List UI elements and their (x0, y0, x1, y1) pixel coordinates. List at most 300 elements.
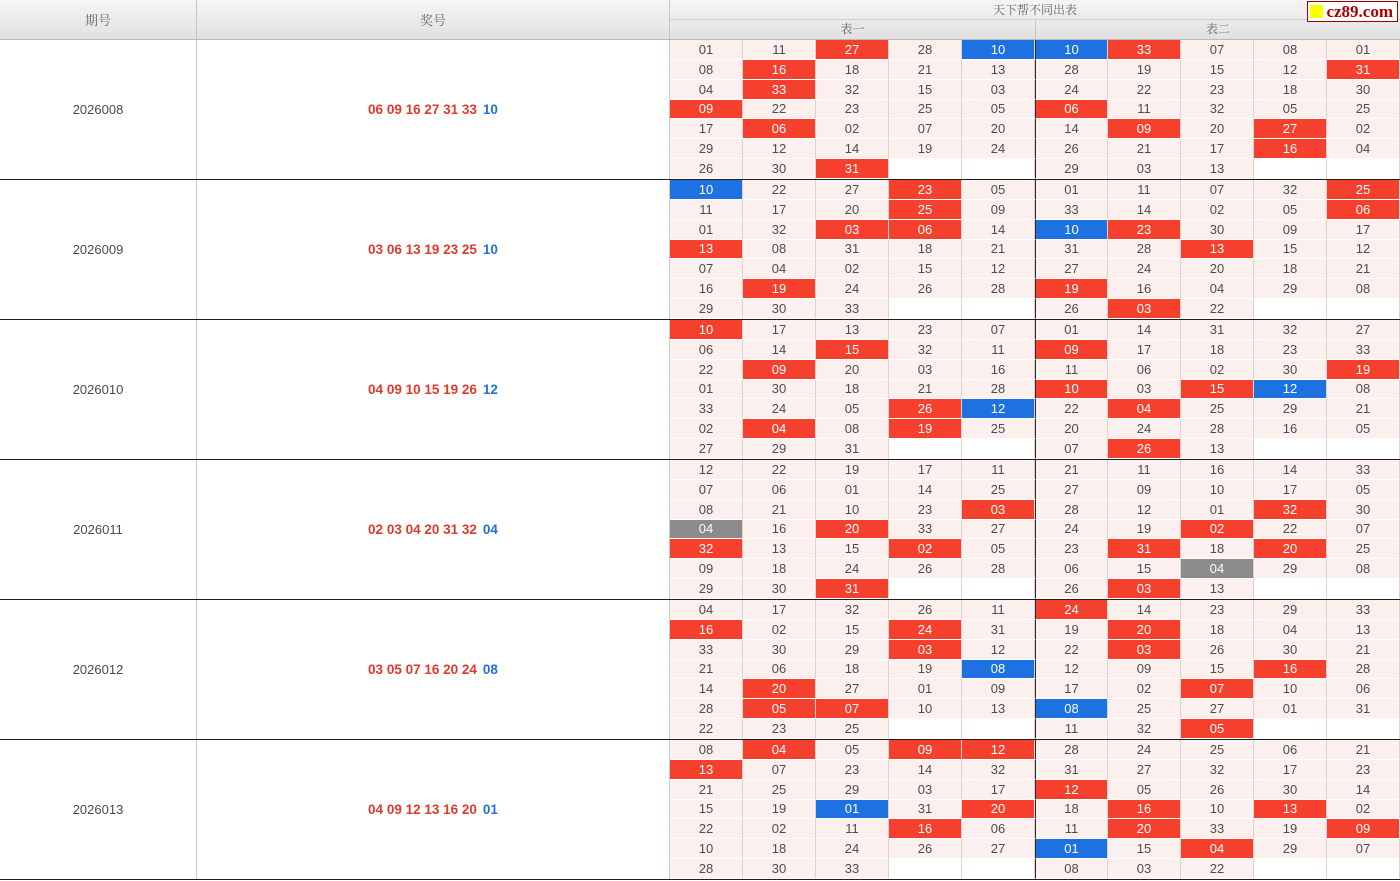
number-cell: 19 (1108, 60, 1181, 80)
frequency-grid (670, 180, 1400, 319)
number-cell: 08 (1327, 279, 1400, 299)
number-cell-blue-hit: 10 (962, 40, 1035, 60)
number-cell-red-hit: 04 (743, 419, 816, 439)
number-cell: 12 (743, 139, 816, 159)
number-cell: 01 (816, 480, 889, 500)
frequency-grid (670, 320, 1400, 459)
number-cell: 02 (1327, 800, 1400, 820)
number-cell: 08 (670, 740, 743, 760)
number-cell: 22 (1108, 80, 1181, 100)
number-cell: 25 (1181, 399, 1254, 419)
number-cell: 07 (889, 119, 962, 139)
number-cell: 33 (670, 399, 743, 419)
number-cell: 24 (816, 839, 889, 859)
number-cell: 30 (1254, 360, 1327, 380)
number-cell: 18 (1181, 620, 1254, 640)
number-cell-red-hit: 24 (1035, 600, 1108, 620)
period-number: 2026013 (0, 740, 197, 879)
number-cell: 26 (1181, 780, 1254, 800)
number-cell: 14 (670, 679, 743, 699)
number-cell: 30 (743, 380, 816, 400)
number-cell: 15 (889, 80, 962, 100)
number-cell: 27 (962, 839, 1035, 859)
number-cell: 18 (816, 60, 889, 80)
number-cell: 01 (670, 380, 743, 400)
number-cell: 29 (1254, 279, 1327, 299)
number-cell: 01 (1035, 180, 1108, 200)
number-cell: 32 (816, 600, 889, 620)
number-cell: 17 (1327, 220, 1400, 240)
draw-block (0, 40, 1400, 180)
number-cell: 29 (816, 780, 889, 800)
number-cell: 30 (1254, 640, 1327, 660)
number-cell: 02 (816, 119, 889, 139)
number-cell: 31 (816, 439, 889, 459)
number-cell: 27 (1327, 320, 1400, 340)
number-cell: 17 (1254, 480, 1327, 500)
number-cell: 05 (962, 180, 1035, 200)
number-cell: 32 (1254, 320, 1327, 340)
number-cell: 09 (1108, 660, 1181, 680)
number-cell: 32 (962, 760, 1035, 780)
number-cell: 24 (1108, 259, 1181, 279)
number-cell: 19 (889, 139, 962, 159)
number-cell: 27 (1035, 259, 1108, 279)
number-cell: 26 (1035, 139, 1108, 159)
number-cell: 11 (743, 40, 816, 60)
number-cell: 14 (1327, 780, 1400, 800)
number-cell: 05 (1254, 100, 1327, 120)
number-cell-gray-hit: 04 (1181, 559, 1254, 579)
number-cell: 06 (1035, 559, 1108, 579)
header-table2-label: 表二 (1035, 20, 1400, 39)
empty-cell (1254, 859, 1327, 879)
period-number: 2026009 (0, 180, 197, 319)
number-cell: 12 (670, 460, 743, 480)
number-cell: 18 (889, 240, 962, 260)
number-cell: 10 (1181, 800, 1254, 820)
number-cell: 15 (1181, 60, 1254, 80)
number-cell-red-hit: 09 (743, 360, 816, 380)
number-cell-blue-hit: 08 (1035, 699, 1108, 719)
number-cell-red-hit: 06 (1327, 200, 1400, 220)
red-balls: 02 03 04 20 31 32 (368, 522, 477, 537)
red-balls: 04 09 10 15 19 26 (368, 382, 477, 397)
number-cell: 31 (1181, 320, 1254, 340)
number-cell: 27 (1035, 480, 1108, 500)
number-cell: 22 (1181, 859, 1254, 879)
number-cell: 31 (962, 620, 1035, 640)
number-cell: 28 (1035, 60, 1108, 80)
number-cell: 18 (1181, 539, 1254, 559)
number-cell: 22 (743, 180, 816, 200)
number-cell: 24 (1108, 740, 1181, 760)
number-cell-red-hit: 31 (816, 579, 889, 599)
number-cell: 03 (889, 780, 962, 800)
number-cell: 23 (1327, 760, 1400, 780)
number-cell: 26 (889, 600, 962, 620)
number-cell: 30 (743, 859, 816, 879)
number-cell: 21 (889, 60, 962, 80)
number-cell: 14 (962, 220, 1035, 240)
number-cell: 14 (1035, 119, 1108, 139)
number-cell: 30 (1327, 500, 1400, 520)
number-cell: 11 (1108, 180, 1181, 200)
number-cell: 24 (816, 279, 889, 299)
number-cell: 14 (1108, 600, 1181, 620)
number-cell: 21 (962, 240, 1035, 260)
number-cell-red-hit: 33 (1108, 40, 1181, 60)
number-cell: 08 (743, 240, 816, 260)
number-cell: 11 (670, 200, 743, 220)
number-cell: 11 (962, 460, 1035, 480)
number-cell: 18 (816, 380, 889, 400)
number-cell: 06 (1108, 360, 1181, 380)
number-cell: 27 (670, 439, 743, 459)
number-cell-blue-hit: 10 (1035, 220, 1108, 240)
number-cell-red-hit: 03 (816, 220, 889, 240)
empty-cell (1254, 719, 1327, 739)
number-cell-red-hit: 20 (816, 520, 889, 540)
number-cell: 18 (1254, 259, 1327, 279)
blue-ball: 01 (482, 802, 498, 817)
number-cell-red-hit: 04 (1181, 839, 1254, 859)
number-cell: 12 (1035, 660, 1108, 680)
number-cell: 21 (1327, 399, 1400, 419)
number-cell: 29 (670, 139, 743, 159)
number-cell-red-hit: 09 (889, 740, 962, 760)
number-cell-red-hit: 19 (1327, 360, 1400, 380)
number-cell-red-hit: 13 (1181, 240, 1254, 260)
number-cell-red-hit: 27 (1254, 119, 1327, 139)
number-cell: 02 (1327, 119, 1400, 139)
number-cell: 13 (1181, 579, 1254, 599)
number-cell: 02 (1181, 360, 1254, 380)
number-cell: 29 (670, 579, 743, 599)
number-cell: 30 (743, 299, 816, 319)
number-cell-blue-hit: 01 (1035, 839, 1108, 859)
number-cell: 19 (1035, 620, 1108, 640)
blue-ball: 04 (482, 522, 498, 537)
number-cell-red-hit: 19 (889, 419, 962, 439)
number-cell-red-hit: 06 (889, 220, 962, 240)
number-cell: 25 (962, 480, 1035, 500)
number-cell-red-hit: 26 (889, 399, 962, 419)
number-cell-red-hit: 25 (1327, 180, 1400, 200)
number-cell: 03 (1108, 159, 1181, 179)
number-cell-red-hit: 20 (1108, 819, 1181, 839)
number-cell: 07 (670, 259, 743, 279)
number-cell-red-hit: 04 (743, 740, 816, 760)
number-cell: 33 (670, 640, 743, 660)
number-cell: 03 (962, 80, 1035, 100)
number-cell: 26 (889, 279, 962, 299)
number-cell: 02 (670, 419, 743, 439)
blue-ball: 12 (482, 382, 498, 397)
number-cell-red-hit: 06 (1035, 100, 1108, 120)
number-cell: 23 (889, 320, 962, 340)
number-cell: 16 (743, 520, 816, 540)
number-cell: 01 (1327, 40, 1400, 60)
winning-numbers (197, 460, 670, 599)
number-cell: 18 (743, 839, 816, 859)
number-cell: 29 (1035, 159, 1108, 179)
number-cell: 15 (670, 800, 743, 820)
number-cell: 22 (1035, 640, 1108, 660)
number-cell: 29 (1254, 559, 1327, 579)
number-cell: 28 (1181, 419, 1254, 439)
number-cell-red-hit: 16 (889, 819, 962, 839)
number-cell: 23 (816, 100, 889, 120)
number-cell: 06 (1254, 740, 1327, 760)
period-number: 2026010 (0, 320, 197, 459)
number-cell: 32 (816, 80, 889, 100)
number-cell: 11 (962, 600, 1035, 620)
number-cell: 05 (962, 100, 1035, 120)
number-cell: 28 (962, 559, 1035, 579)
number-cell-red-hit: 23 (889, 180, 962, 200)
number-cell: 19 (1254, 819, 1327, 839)
number-cell: 30 (1181, 220, 1254, 240)
number-cell-gray-hit: 04 (670, 520, 743, 540)
number-cell: 32 (1181, 760, 1254, 780)
number-cell: 14 (889, 480, 962, 500)
number-cell: 31 (889, 800, 962, 820)
number-cell: 02 (743, 819, 816, 839)
number-cell-red-hit: 12 (962, 740, 1035, 760)
number-cell: 18 (743, 559, 816, 579)
number-cell: 24 (743, 399, 816, 419)
number-cell: 19 (1108, 520, 1181, 540)
number-cell: 14 (1254, 460, 1327, 480)
number-cell-red-hit: 07 (1181, 679, 1254, 699)
empty-cell (1327, 719, 1400, 739)
number-cell: 11 (1108, 460, 1181, 480)
number-cell: 30 (1254, 780, 1327, 800)
number-cell: 23 (1254, 340, 1327, 360)
number-cell: 17 (1108, 340, 1181, 360)
number-cell: 28 (1035, 740, 1108, 760)
number-cell: 11 (1035, 360, 1108, 380)
empty-cell (1327, 159, 1400, 179)
number-cell: 12 (1108, 500, 1181, 520)
number-cell: 10 (1254, 679, 1327, 699)
number-cell: 15 (816, 620, 889, 640)
number-cell: 28 (1327, 660, 1400, 680)
number-cell: 21 (670, 780, 743, 800)
number-cell: 16 (962, 360, 1035, 380)
number-cell: 25 (1327, 539, 1400, 559)
number-cell: 06 (743, 660, 816, 680)
number-cell-red-hit: 12 (1035, 780, 1108, 800)
number-cell: 18 (1254, 80, 1327, 100)
number-cell: 13 (962, 699, 1035, 719)
number-cell-red-hit: 04 (1108, 399, 1181, 419)
number-cell: 25 (1327, 100, 1400, 120)
number-cell: 22 (1035, 399, 1108, 419)
number-cell-red-hit: 07 (816, 699, 889, 719)
number-cell: 23 (889, 500, 962, 520)
number-cell: 33 (816, 859, 889, 879)
number-cell: 33 (1181, 819, 1254, 839)
number-cell: 06 (743, 480, 816, 500)
number-cell: 05 (816, 399, 889, 419)
number-cell: 17 (670, 119, 743, 139)
number-cell-blue-hit: 12 (962, 399, 1035, 419)
number-cell: 03 (1108, 859, 1181, 879)
number-cell: 05 (1327, 419, 1400, 439)
number-cell: 04 (1181, 279, 1254, 299)
number-cell-red-hit: 33 (743, 80, 816, 100)
number-cell: 12 (962, 640, 1035, 660)
number-cell-red-hit: 13 (1254, 800, 1327, 820)
number-cell: 22 (743, 460, 816, 480)
number-cell: 01 (670, 40, 743, 60)
number-cell: 02 (1181, 200, 1254, 220)
number-cell: 17 (962, 780, 1035, 800)
number-cell-red-hit: 16 (1254, 660, 1327, 680)
blue-ball: 10 (482, 242, 498, 257)
empty-cell (1254, 299, 1327, 319)
red-balls: 04 09 12 13 16 20 (368, 802, 477, 817)
number-cell: 15 (1254, 240, 1327, 260)
empty-cell (962, 299, 1035, 319)
winning-numbers (197, 600, 670, 739)
number-cell-blue-hit: 10 (670, 180, 743, 200)
number-cell: 26 (1181, 640, 1254, 660)
number-cell-blue-hit: 01 (816, 800, 889, 820)
number-cell: 32 (1254, 180, 1327, 200)
header-table-title: 天下帮不同出表 (670, 0, 1400, 20)
number-cell: 13 (1181, 159, 1254, 179)
number-cell: 12 (962, 259, 1035, 279)
number-cell-red-hit: 32 (670, 539, 743, 559)
number-cell: 08 (1254, 40, 1327, 60)
number-cell: 27 (962, 520, 1035, 540)
number-cell: 01 (1035, 320, 1108, 340)
number-cell: 14 (1108, 200, 1181, 220)
number-cell-red-hit: 31 (1327, 60, 1400, 80)
number-cell: 33 (816, 299, 889, 319)
number-cell: 32 (1108, 719, 1181, 739)
number-cell-red-hit: 05 (743, 699, 816, 719)
number-cell: 33 (1035, 200, 1108, 220)
logo-yellow-square-icon (1310, 5, 1323, 18)
period-number: 2026012 (0, 600, 197, 739)
number-cell: 26 (889, 559, 962, 579)
number-cell: 20 (962, 119, 1035, 139)
number-cell: 13 (816, 320, 889, 340)
number-cell-red-hit: 03 (1108, 579, 1181, 599)
number-cell: 18 (1181, 340, 1254, 360)
number-cell: 10 (889, 699, 962, 719)
empty-cell (889, 719, 962, 739)
number-cell: 05 (1327, 480, 1400, 500)
number-cell: 14 (1108, 320, 1181, 340)
number-cell: 33 (1327, 600, 1400, 620)
empty-cell (1327, 579, 1400, 599)
number-cell: 15 (1181, 660, 1254, 680)
number-cell: 18 (1035, 800, 1108, 820)
number-cell-red-hit: 16 (670, 620, 743, 640)
number-cell: 21 (1327, 640, 1400, 660)
empty-cell (962, 159, 1035, 179)
number-cell: 29 (1254, 839, 1327, 859)
number-cell: 25 (816, 719, 889, 739)
number-cell: 17 (1035, 679, 1108, 699)
number-cell-red-hit: 09 (1327, 819, 1400, 839)
winning-numbers (197, 180, 670, 319)
number-cell: 29 (670, 299, 743, 319)
number-cell: 25 (1181, 740, 1254, 760)
number-cell: 16 (1108, 279, 1181, 299)
number-cell: 28 (962, 279, 1035, 299)
number-cell-red-hit: 02 (1181, 520, 1254, 540)
empty-cell (889, 159, 962, 179)
number-cell: 29 (1254, 399, 1327, 419)
number-cell: 32 (889, 340, 962, 360)
number-cell: 10 (670, 839, 743, 859)
empty-cell (889, 859, 962, 879)
number-cell-red-hit: 23 (1108, 220, 1181, 240)
empty-cell (962, 579, 1035, 599)
number-cell: 09 (962, 200, 1035, 220)
number-cell: 01 (1254, 699, 1327, 719)
winning-numbers (197, 740, 670, 879)
number-cell-red-hit: 09 (1035, 340, 1108, 360)
number-cell: 28 (889, 40, 962, 60)
number-cell-red-hit: 03 (1108, 299, 1181, 319)
number-cell-red-hit: 02 (889, 539, 962, 559)
number-cell: 03 (1108, 380, 1181, 400)
number-cell: 22 (670, 360, 743, 380)
number-cell: 05 (1254, 200, 1327, 220)
number-cell: 07 (670, 480, 743, 500)
empty-cell (1327, 859, 1400, 879)
number-cell: 14 (889, 760, 962, 780)
number-cell: 19 (816, 460, 889, 480)
frequency-grid (670, 600, 1400, 739)
number-cell: 03 (889, 360, 962, 380)
cz89-logo[interactable] (1307, 1, 1398, 22)
number-cell: 21 (670, 660, 743, 680)
number-cell-blue-hit: 12 (1254, 380, 1327, 400)
number-cell: 21 (1035, 460, 1108, 480)
red-balls: 06 09 16 27 31 33 (368, 102, 477, 117)
frequency-grid (670, 40, 1400, 179)
number-cell: 22 (670, 819, 743, 839)
empty-cell (1254, 439, 1327, 459)
number-cell: 04 (670, 600, 743, 620)
number-cell: 09 (962, 679, 1035, 699)
number-cell: 21 (889, 380, 962, 400)
number-cell: 09 (670, 559, 743, 579)
draw-block (0, 600, 1400, 740)
number-cell: 11 (1108, 100, 1181, 120)
number-cell: 15 (1108, 559, 1181, 579)
number-cell: 24 (1035, 520, 1108, 540)
number-cell: 29 (816, 640, 889, 660)
number-cell: 08 (816, 419, 889, 439)
number-cell: 27 (1181, 699, 1254, 719)
frequency-grid (670, 740, 1400, 879)
number-cell: 27 (816, 180, 889, 200)
number-cell: 04 (1254, 620, 1327, 640)
number-cell: 28 (1035, 500, 1108, 520)
number-cell: 12 (1254, 60, 1327, 80)
number-cell: 29 (1254, 600, 1327, 620)
number-cell: 04 (743, 259, 816, 279)
